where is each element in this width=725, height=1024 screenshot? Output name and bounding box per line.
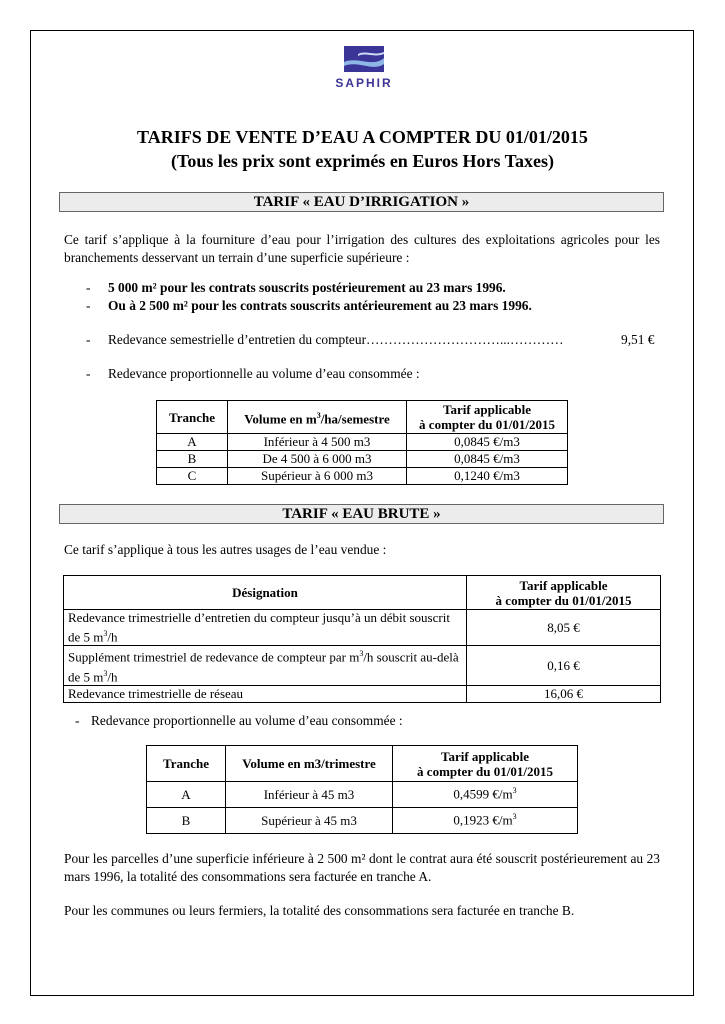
meter-fee-value: 9,51 €	[621, 332, 655, 347]
page-title: TARIFS DE VENTE D’EAU A COMPTER DU 01/01/2015	[137, 127, 588, 147]
irrigation-tariff-table	[156, 400, 568, 485]
table-header: Tarif applicable à compter du 01/01/2015	[393, 746, 578, 782]
table-header: Tarif applicable à compter du 01/01/2015	[407, 401, 568, 434]
table-row: B Supérieur à 45 m3 0,1923 $€/m^3$	[147, 808, 578, 834]
table-row: Redevance trimestrielle d’entretien du compteur jusqu’à un débit souscrit de 5 $m^3/h$ 8,05 €	[64, 610, 661, 646]
note-communes: Pour les communes ou leurs fermiers, la totalité des consommations sera facturée en tranche B.	[64, 903, 575, 918]
table-row: C Supérieur à 6 000 m3 0,1240 €/m3	[157, 468, 568, 485]
brute-fees-table	[63, 575, 661, 703]
table-row: Redevance trimestrielle de réseau 16,06 €	[64, 685, 661, 702]
section-irrigation-heading: TARIF « EAU D’IRRIGATION »	[59, 192, 664, 212]
table-row: B De 4 500 à 6 000 m3 0,0845 €/m3	[157, 451, 568, 468]
saphir-logo-icon	[318, 46, 410, 76]
bullet-dash: -	[75, 713, 80, 728]
irrigation-bullet-2: Ou à 2 500 m² pour les contrats souscrits antérieurement au 23 mars 1996.	[108, 298, 532, 313]
table-row: A Inférieur à 4 500 m3 0,0845 €/m3	[157, 434, 568, 451]
irrigation-intro: Ce tarif s’applique à la fourniture d’eau pour l’irrigation des cultures des exploitations agricoles pour les branchements desservant un terrain d’une superficie supérieure :	[64, 232, 660, 265]
bullet-dash: -	[86, 298, 91, 313]
bullet-dash: -	[86, 366, 91, 381]
brute-tariff-table	[146, 745, 578, 834]
table-header: Désignation	[64, 576, 467, 610]
page-subtitle: (Tous les prix sont exprimés en Euros Hors Taxes)	[170, 151, 555, 171]
table-header: Tranche	[147, 746, 226, 782]
brute-intro: Ce tarif s’applique à tous les autres usages de l’eau vendue :	[64, 542, 387, 557]
irrigation-bullet-1: 5 000 m² pour les contrats souscrits postérieurement au 23 mars 1996.	[108, 280, 506, 295]
section-brute-heading: TARIF « EAU BRUTE »	[59, 504, 664, 524]
table-row: A Inférieur à 45 m3 0,4599 $€/m^3$	[147, 782, 578, 808]
irrigation-proportional-label: Redevance proportionnelle au volume d’eau consommée :	[108, 366, 420, 381]
logo-text: SAPHIR	[335, 76, 393, 90]
table-row: Supplément trimestriel de redevance de compteur par $m^3/h$ souscrit au-delà de 5 $m^3/h$ 0,16 €	[64, 646, 661, 686]
table-header: Tarif applicable à compter du 01/01/2015	[467, 576, 661, 610]
bullet-dash: -	[86, 332, 91, 347]
saphir-logo	[318, 46, 410, 92]
table-header: Tranche	[157, 401, 228, 434]
note-parcelles: Pour les parcelles d’une superficie inférieure à 2 500 m² dont le contrat aura été souscrit postérieurement au 23 mars 1996, la totalité des consommations sera facturée en tranche A.	[64, 851, 660, 884]
table-header: Volume en $m^3/ha$/semestre	[228, 401, 407, 434]
table-header: Volume en m3/trimestre	[226, 746, 393, 782]
bullet-dash: -	[86, 280, 91, 295]
brute-proportional-label: Redevance proportionnelle au volume d’eau consommée :	[91, 713, 403, 728]
meter-fee-label: Redevance semestrielle d’entretien du compteur…………………………...…………	[108, 332, 564, 347]
